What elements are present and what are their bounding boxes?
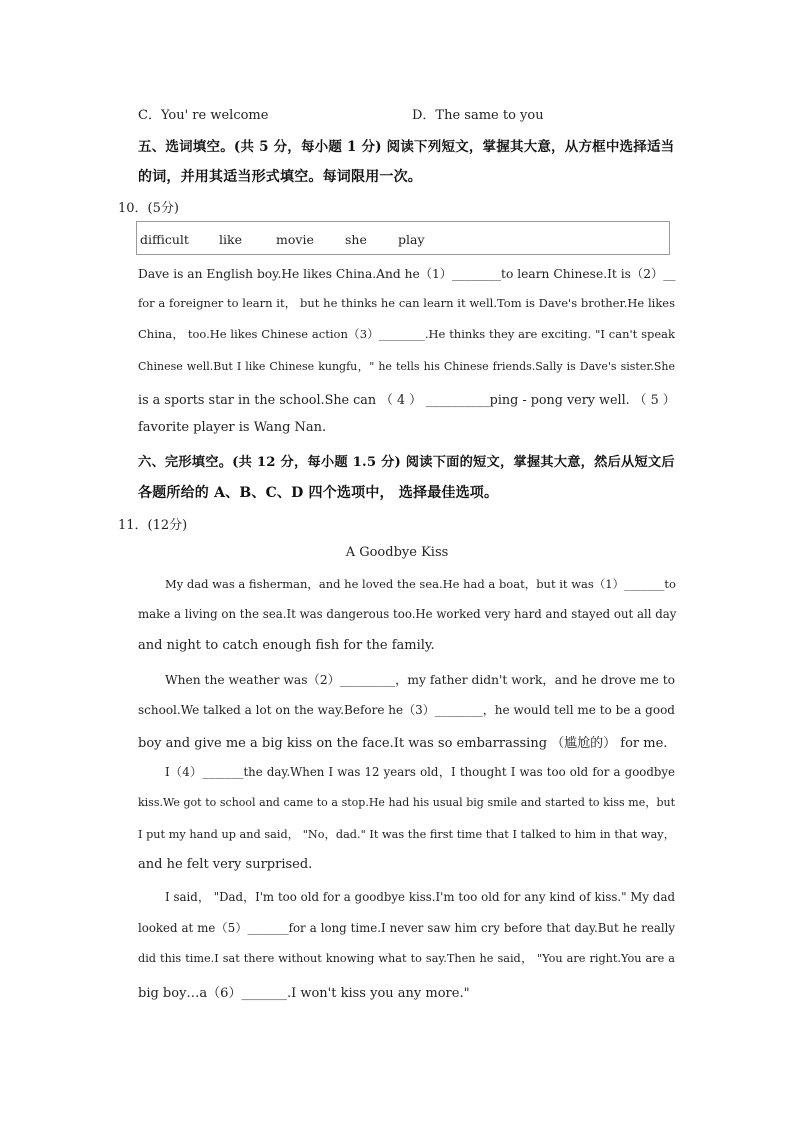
word-box-item: she [345, 232, 367, 247]
story-line: make a living on the sea.It was dangerous too.He worked very hard and stayed out all day [138, 607, 677, 621]
story-line: My dad was a fisherman，and he loved the sea.He had a boat，but it was（1）_______to [165, 577, 676, 591]
story-line: When the weather was（2）_________，my father didn't work，and he drove me to [165, 673, 675, 687]
passage-line: Chinese well.But I like Chinese kungfu，" he tells his Chinese friends.Sally is Dave's sister.She [138, 360, 675, 373]
story-line: I put my hand up and said， "No，dad." It was the first time that I talked to him in that way， [138, 828, 675, 841]
section6-heading-line1: 六、完形填空。(共 12 分，每小题 1.5 分) 阅读下面的短文，掌握其大意，然后从短文后 [138, 455, 675, 470]
story-line: and night to catch enough fish for the family. [138, 638, 435, 653]
word-box-item: play [398, 232, 425, 247]
story-line: I said， "Dad，I'm too old for a goodbye kiss.I'm too old for any kind of kiss." My dad [165, 890, 675, 904]
word-box-item: difficult [140, 232, 189, 247]
option-c: C．You' re welcome [138, 108, 269, 123]
passage-line: favorite player is Wang Nan. [138, 420, 327, 435]
section6-heading-line2: 各题所给的 A、B、C、D 四个选项中， 选择最佳选项。 [138, 485, 499, 501]
story-line: boy and give me a big kiss on the face.It was so embarrassing （尴尬的） for me. [138, 736, 668, 751]
passage-line: Dave is an English boy.He likes China.And he（1）________to learn Chinese.It is（2）__ [138, 267, 676, 281]
question-11-label: 11．(12分) [118, 518, 188, 533]
story-line: did this time.I sat there without knowing what to say.Then he said， "You are right.You are a [138, 952, 675, 965]
question-10-label: 10．(5分) [118, 201, 179, 216]
story-line: big boy…a（6）_______.I won't kiss you any more." [138, 986, 470, 1001]
passage-line: is a sports star in the school.She can （ 4 ） __________ping - pong very well. （ 5 ） [138, 393, 676, 408]
section5-heading-line2: 的词，并用其适当形式填空。每词限用一次。 [138, 169, 422, 185]
story-line: school.We talked a lot on the way.Before he（3）________，he would tell me to be a good [138, 703, 675, 717]
story-title: A Goodbye Kiss [345, 545, 449, 560]
word-box-item: movie [276, 232, 314, 247]
section5-heading-line1: 五、选词填空。(共 5 分，每小题 1 分) 阅读下列短文，掌握其大意，从方框中选择适当 [138, 139, 675, 155]
word-box [136, 221, 670, 255]
story-line: and he felt very surprised. [138, 857, 313, 872]
story-line: I（4）_______the day.When I was 12 years old，I thought I was too old for a goodbye [165, 765, 675, 779]
word-box-item: like [219, 232, 242, 247]
passage-line: China， too.He likes Chinese action（3）________.He thinks they are exciting. "I can't speak [138, 327, 675, 341]
passage-line: for a foreigner to learn it， but he thinks he can learn it well.Tom is Dave's brother.He likes [138, 296, 675, 310]
story-line: looked at me（5）_______for a long time.I never saw him cry before that day.But he really [138, 921, 675, 935]
option-d: D．The same to you [412, 108, 544, 123]
story-line: kiss.We got to school and came to a stop.He had his usual big smile and started to kiss me，but [138, 796, 675, 809]
